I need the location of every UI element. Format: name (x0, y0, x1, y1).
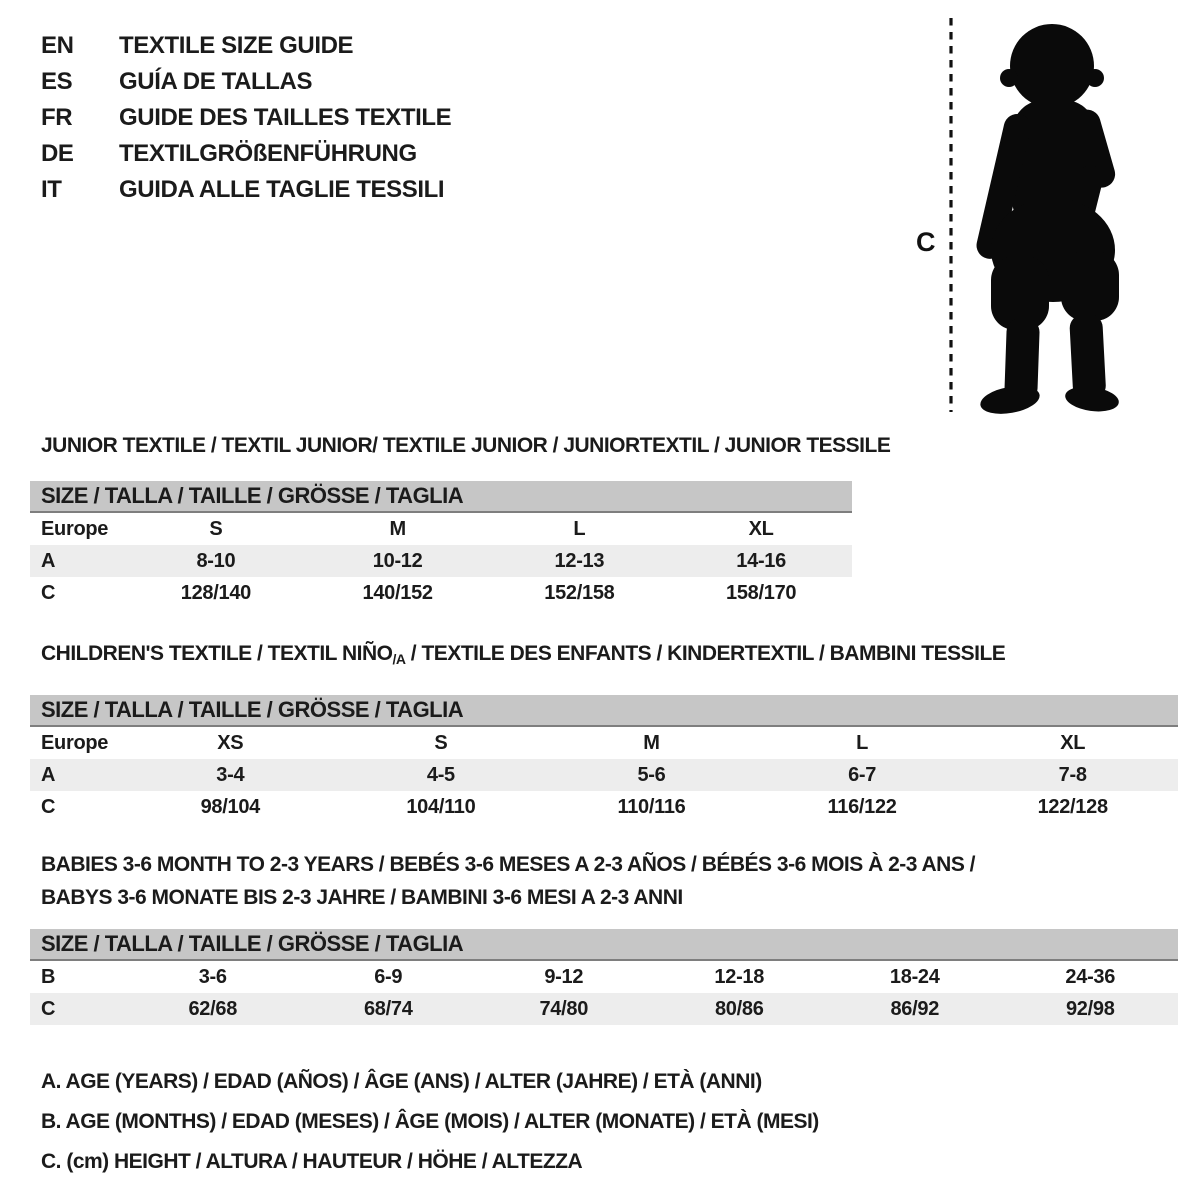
age-cell: 8-10 (125, 545, 307, 577)
table-row-height (30, 791, 1178, 823)
size-cell: L (573, 517, 586, 540)
heading-subscript: /A (392, 651, 406, 667)
measure-legend (41, 1062, 819, 1182)
row-label: Europe (41, 517, 109, 540)
height-cell: 158/170 (726, 581, 797, 604)
table-header-row (30, 929, 1178, 960)
months-cell: 9-12 (544, 965, 584, 988)
table-row-height (30, 993, 1178, 1025)
heading-text: / TEXTILE DES ENFANTS / KINDERTEXTIL / BAMBINI TESSILE (405, 642, 1006, 665)
language-title: GUIDA ALLE TAGLIE TESSILI (119, 176, 445, 203)
height-cell: 86/92 (827, 993, 1003, 1025)
heading-line-1: BABIES 3-6 MONTH TO 2-3 YEARS / BEBÉS 3-6 MESES A 2-3 AÑOS / BÉBÉS 3-6 MOIS À 2-3 ANS / (41, 853, 976, 876)
language-code: ES (41, 68, 73, 95)
size-cell: L (856, 731, 869, 754)
legend-line-b: B. AGE (MONTHS) / EDAD (MESES) / ÂGE (MOIS) / ALTER (MONATE) / ETÀ (MESI) (41, 1110, 819, 1133)
height-cell: 140/152 (362, 581, 433, 604)
language-code: FR (41, 104, 73, 131)
figure-svg (905, 8, 1155, 420)
language-row-it (41, 172, 451, 208)
legend-line-c: C. (cm) HEIGHT / ALTURA / HAUTEUR / HÖHE / ALTEZZA (41, 1150, 583, 1173)
height-cell: 68/74 (301, 993, 477, 1025)
babies-section-heading (30, 848, 1178, 914)
junior-textile-section (30, 433, 891, 609)
size-cell: XL (1060, 731, 1086, 754)
toddler-silhouette-icon (974, 24, 1121, 418)
language-title: GUÍA DE TALLAS (119, 68, 313, 95)
height-cell: 80/86 (652, 993, 828, 1025)
size-cell: M (643, 731, 660, 754)
age-cell: 10-12 (307, 545, 489, 577)
heading-text: CHILDREN'S TEXTILE / TEXTIL NIÑO (41, 642, 393, 665)
size-cell: XS (217, 731, 244, 754)
language-row-es (41, 64, 451, 100)
months-cell: 12-18 (714, 965, 765, 988)
table-row-age (30, 759, 1178, 791)
height-cell: 122/128 (1037, 795, 1108, 818)
height-cell: 98/104 (200, 795, 260, 818)
height-cell: 62/68 (125, 993, 301, 1025)
babies-textile-section (30, 848, 1178, 1025)
height-cell: 74/80 (476, 993, 652, 1025)
table-row-height (30, 577, 852, 609)
height-cell: 116/122 (827, 795, 897, 818)
height-cell: 128/140 (180, 581, 251, 604)
children-size-table (30, 695, 1178, 823)
age-cell: 5-6 (546, 759, 757, 791)
age-cell: 6-7 (757, 759, 968, 791)
language-row-de (41, 136, 451, 172)
age-cell: 7-8 (967, 759, 1178, 791)
row-label: C (41, 581, 56, 604)
legend-line-a: A. AGE (YEARS) / EDAD (AÑOS) / ÂGE (ANS) / ALTER (JAHRE) / ETÀ (ANNI) (41, 1070, 762, 1093)
language-title: GUIDE DES TAILLES TEXTILE (119, 104, 452, 131)
height-measure-label: C (916, 227, 936, 257)
height-measure-figure (905, 8, 1155, 420)
row-label: A (30, 759, 125, 791)
table-row-europe (30, 726, 1178, 759)
age-cell: 14-16 (670, 545, 852, 577)
language-code: IT (41, 176, 62, 203)
row-label: C (30, 993, 125, 1025)
table-row-europe (30, 512, 852, 545)
table-row-months (30, 960, 1178, 993)
heading-line-2: BABYS 3-6 MONATE BIS 2-3 JAHRE / BAMBINI 3-6 MESI A 2-3 ANNI (41, 886, 683, 909)
children-section-heading (41, 641, 1178, 672)
row-label: A (30, 545, 125, 577)
language-title: TEXTILE SIZE GUIDE (119, 32, 354, 59)
language-title: TEXTILGRÖßENFÜHRUNG (119, 140, 417, 167)
children-textile-section (30, 641, 1178, 823)
size-cell: S (434, 731, 448, 754)
table-header-row (30, 481, 852, 512)
size-cell: XL (748, 517, 774, 540)
junior-section-heading: JUNIOR TEXTILE / TEXTIL JUNIOR/ TEXTILE JUNIOR / JUNIORTEXTIL / JUNIOR TESSILE (41, 434, 891, 457)
height-cell: 110/116 (617, 795, 686, 818)
height-cell: 104/110 (406, 795, 476, 818)
height-cell: 152/158 (544, 581, 615, 604)
row-label: B (41, 965, 56, 988)
language-title-block (41, 28, 451, 208)
age-cell: 4-5 (336, 759, 547, 791)
months-cell: 18-24 (889, 965, 940, 988)
size-header: SIZE / TALLA / TAILLE / GRÖSSE / TAGLIA (30, 929, 1178, 960)
age-cell: 3-4 (125, 759, 336, 791)
language-code: DE (41, 140, 74, 167)
table-header-row (30, 695, 1178, 726)
months-cell: 24-36 (1065, 965, 1116, 988)
table-row-age (30, 545, 852, 577)
size-header: SIZE / TALLA / TAILLE / GRÖSSE / TAGLIA (30, 695, 1178, 726)
babies-size-table (30, 929, 1178, 1025)
language-row-fr (41, 100, 451, 136)
age-cell: 12-13 (489, 545, 671, 577)
size-cell: S (209, 517, 223, 540)
row-label: Europe (41, 731, 109, 754)
junior-size-table (30, 481, 852, 609)
language-row-en (41, 28, 451, 64)
size-cell: M (389, 517, 406, 540)
row-label: C (41, 795, 56, 818)
months-cell: 3-6 (198, 965, 227, 988)
language-code: EN (41, 32, 74, 59)
months-cell: 6-9 (374, 965, 403, 988)
height-cell: 92/98 (1003, 993, 1179, 1025)
size-header: SIZE / TALLA / TAILLE / GRÖSSE / TAGLIA (30, 481, 852, 512)
